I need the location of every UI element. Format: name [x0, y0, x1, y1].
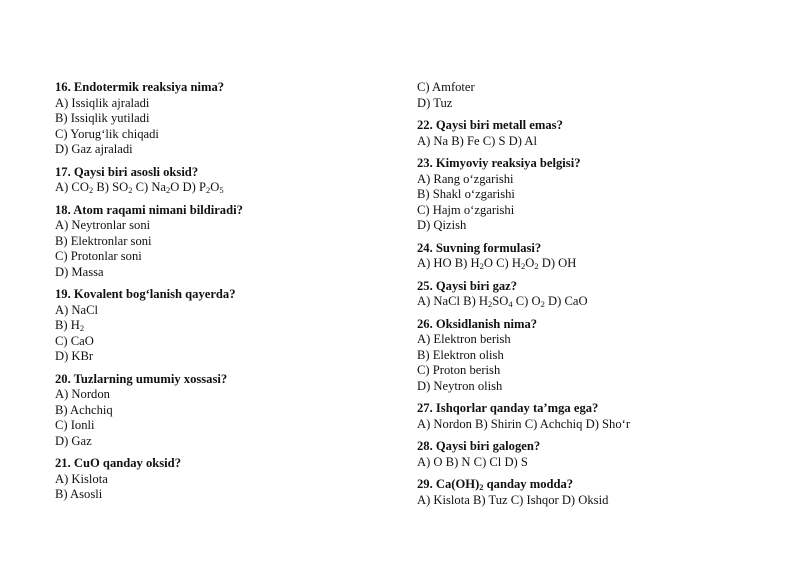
question-21-continued — [417, 80, 757, 111]
question-title: 27. Ishqorlar qanday ta’mga ega? — [417, 401, 599, 415]
option-c: C) CaO — [55, 333, 94, 348]
option-c: C) Protonlar soni — [55, 249, 142, 263]
subscript: 2 — [479, 482, 484, 492]
question-title: 16. Endotermik reaksiya nima? — [55, 80, 225, 94]
options-text: C) O — [512, 294, 541, 308]
option-b: B) Elektronlar soni — [55, 233, 152, 248]
option-d-text: O D) P — [170, 180, 206, 194]
option-b — [55, 318, 385, 334]
question-23 — [417, 156, 757, 234]
option-d: D) Neytron olish — [417, 378, 503, 393]
question-24 — [417, 241, 757, 272]
subscript: 4 — [508, 299, 513, 309]
options-text: O — [525, 256, 535, 270]
left-column — [55, 80, 385, 510]
subscript: 2 — [520, 261, 526, 271]
subscript: 2 — [205, 185, 211, 195]
question-20 — [55, 372, 385, 450]
options-text: A) NaCl B) H — [417, 294, 489, 308]
option-d: D) Gaz — [55, 433, 92, 448]
option-c: C) Yorug‘lik chiqadi — [55, 126, 159, 141]
options-line — [417, 256, 757, 272]
subscript: 2 — [79, 323, 85, 333]
question-28 — [417, 439, 757, 470]
question-title: 22. Qaysi biri metall emas? — [417, 118, 563, 132]
question-22 — [417, 118, 757, 149]
options-text: D) CaO — [544, 294, 588, 308]
option-a: A) NaCl — [55, 302, 99, 317]
option-a: A) Neytronlar soni — [55, 218, 151, 232]
option-a: A) Rang o‘zgarishi — [417, 171, 514, 186]
question-title: 20. Tuzlarning umumiy xossasi? — [55, 371, 228, 386]
option-b: B) Asosli — [55, 487, 103, 501]
question-17 — [55, 165, 385, 196]
option-a: A) Nordon — [55, 387, 110, 401]
question-21 — [55, 456, 385, 503]
question-title: 26. Oksidlanish nima? — [417, 316, 538, 331]
option-d: D) Gaz ajraladi — [55, 142, 133, 156]
question-19 — [55, 287, 385, 365]
question-18 — [55, 203, 385, 281]
subscript: 2 — [166, 185, 171, 195]
question-title: 19. Kovalent bog‘lanish qayerda? — [55, 287, 236, 301]
option-a: A) Issiqlik ajraladi — [55, 95, 150, 110]
question-title: 23. Kimyoviy reaksiya belgisi? — [417, 156, 581, 170]
option-b: B) Achchiq — [55, 402, 113, 417]
options-line: A) Kislota B) Tuz C) Ishqor D) Oksid — [417, 492, 609, 507]
question-title: 17. Qaysi biri asosli oksid? — [55, 164, 199, 179]
option-b: B) Shakl o‘zgarishi — [417, 187, 515, 201]
options-text: A) HO B) H — [417, 256, 480, 270]
question-title — [417, 477, 757, 493]
option-d-text-2: O — [210, 180, 220, 194]
subscript: 2 — [128, 185, 133, 195]
option-a-text: A) CO — [55, 180, 89, 194]
question-title: 24. Suvning formulasi? — [417, 240, 542, 255]
option-c: C) Ionli — [55, 418, 95, 432]
subscript: 5 — [219, 185, 224, 195]
option-d: D) Massa — [55, 264, 104, 279]
question-title: 25. Qaysi biri gaz? — [417, 278, 518, 293]
options-line: A) O B) N C) Cl D) S — [417, 454, 528, 469]
subscript: 2 — [88, 185, 94, 195]
option-a: A) Kislota — [55, 471, 108, 486]
question-25 — [417, 279, 757, 310]
option-d: D) Qizish — [417, 218, 467, 232]
options-text: O C) H — [483, 256, 521, 270]
right-column — [417, 80, 757, 515]
options-text: D) OH — [538, 256, 577, 270]
question-title: 21. CuO qanday oksid? — [55, 456, 181, 470]
subscript: 2 — [479, 261, 484, 271]
option-d: D) KBr — [55, 349, 94, 363]
title-text: 29. Ca(OH) — [417, 477, 480, 491]
question-27 — [417, 401, 757, 432]
option-b: B) Issiqlik yutiladi — [55, 111, 150, 125]
subscript: 2 — [534, 261, 539, 271]
options-line: A) Na B) Fe C) S D) Al — [417, 133, 537, 148]
options-text: SO — [492, 294, 509, 308]
question-26 — [417, 317, 757, 395]
question-title: 18. Atom raqami nimani bildiradi? — [55, 202, 243, 217]
option-b-text: B) SO — [93, 180, 129, 194]
question-29 — [417, 477, 757, 508]
options-line — [417, 294, 757, 310]
option-a: A) Elektron berish — [417, 332, 511, 346]
title-text: qanday modda? — [483, 477, 574, 491]
option-b-text: B) H — [55, 318, 80, 332]
options-line: A) Nordon B) Shirin C) Achchiq D) Sho‘r — [417, 416, 631, 431]
question-title: 28. Qaysi biri galogen? — [417, 439, 541, 453]
option-d: D) Tuz — [417, 95, 453, 110]
subscript: 2 — [488, 299, 493, 309]
options-line — [55, 180, 385, 196]
option-c: C) Proton berish — [417, 363, 501, 377]
option-c-text: C) Na — [132, 180, 167, 194]
subscript: 2 — [540, 299, 545, 309]
option-c: C) Hajm o‘zgarishi — [417, 202, 515, 217]
option-b: B) Elektron olish — [417, 347, 504, 362]
question-16 — [55, 80, 385, 158]
option-c: C) Amfoter — [417, 80, 475, 94]
